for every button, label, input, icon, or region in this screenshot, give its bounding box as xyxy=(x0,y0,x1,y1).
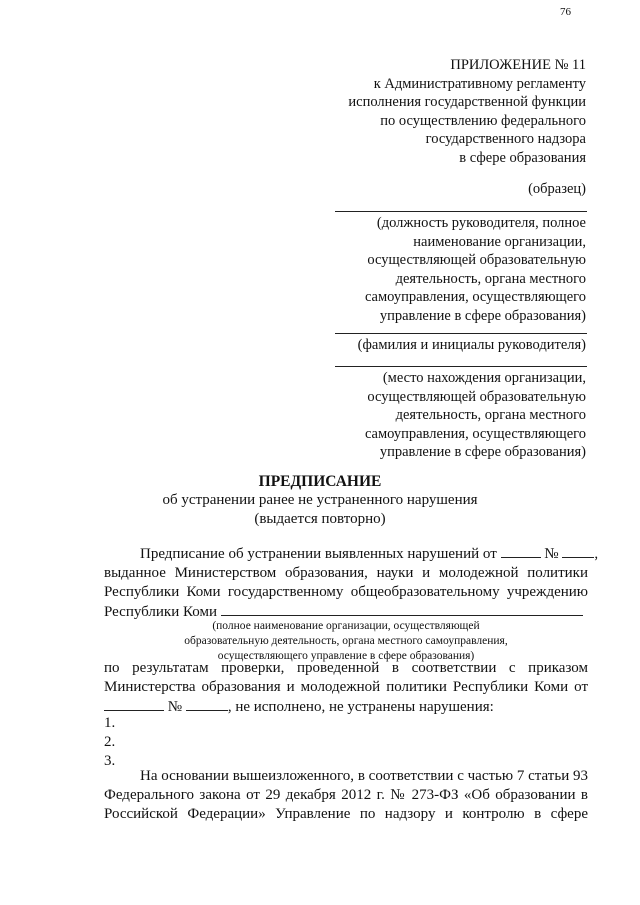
list-item: 1. xyxy=(104,715,116,731)
order-date-blank xyxy=(104,697,164,711)
position-hint xyxy=(365,214,586,325)
hint-line: самоуправления, осуществляющего xyxy=(364,289,586,305)
paragraph-2 xyxy=(104,767,588,824)
text-line: по результатам проверки, проведенной в соответствии с приказом xyxy=(104,660,588,676)
name-blank-line xyxy=(335,333,587,334)
text-line: Республики Коми xyxy=(104,602,588,622)
paragraph-1-continued xyxy=(104,659,588,717)
location-blank-line xyxy=(335,366,587,367)
violations-list xyxy=(104,714,588,771)
name-hint xyxy=(358,336,586,355)
text-line: Предписание об устранении выявленных нарушений от № , xyxy=(140,546,599,562)
text-line: Российской Федерации» Управление по надзору и контролю в сфере xyxy=(104,806,588,822)
document-subtitle: об устранении ранее не устраненного нарушения xyxy=(162,492,478,508)
annex-line: к Административному регламенту xyxy=(373,75,586,92)
annex-line: в сфере образования xyxy=(459,149,586,166)
hint-line: (должность руководителя, полное xyxy=(376,215,586,231)
hint-line: наименование организации, xyxy=(413,233,586,250)
document-note: (выдается повторно) xyxy=(254,511,386,527)
text-line: На основании вышеизложенного, в соответствии с частью 7 статьи 93 xyxy=(140,768,588,784)
number-blank xyxy=(562,544,594,558)
sample-label xyxy=(528,180,586,199)
annex-line: исполнения государственной функции xyxy=(348,94,586,110)
position-blank-line xyxy=(335,211,587,212)
hint-line: управление в сфере образования) xyxy=(379,307,586,324)
text-line: Республики Коми государственному общеобразовательному учреждению xyxy=(104,584,588,600)
order-number-blank xyxy=(186,697,228,711)
text-line: Министерства образования и молодежной политики Республики Коми от xyxy=(104,679,588,695)
page-number: 76 xyxy=(560,6,571,18)
organization-hint xyxy=(104,619,588,664)
location-hint xyxy=(365,369,586,462)
annex-line: ПРИЛОЖЕНИЕ № 11 xyxy=(450,57,586,73)
annex-header xyxy=(348,56,586,167)
sample-text: (образец) xyxy=(528,181,586,197)
hint-line: осуществляющей образовательную xyxy=(367,388,586,405)
text-line: выданное Министерством образования, науки и молодежной политики xyxy=(104,565,588,581)
document-heading xyxy=(0,472,640,529)
paragraph-1 xyxy=(104,544,599,622)
hint-line: (фамилия и инициалы руководителя) xyxy=(357,337,586,353)
hint-line: образовательную деятельность, органа местного самоуправления, xyxy=(184,635,508,647)
hint-line: (полное наименование организации, осуществляющей xyxy=(212,620,480,632)
hint-line: (место нахождения организации, xyxy=(382,370,586,386)
text-line: № , не исполнено, не устранены нарушения: xyxy=(104,697,588,717)
hint-line: деятельность, органа местного xyxy=(395,407,586,423)
list-item: 3. xyxy=(104,753,116,769)
hint-line: самоуправления, осуществляющего xyxy=(364,425,586,442)
hint-line: деятельность, органа местного xyxy=(395,270,586,287)
list-item: 2. xyxy=(104,734,116,750)
hint-line: осуществляющего управление в сфере образования) xyxy=(217,650,475,662)
hint-line: управление в сфере образования) xyxy=(379,444,586,460)
text-line: Федерального закона от 29 декабря 2012 г. № 273-ФЗ «Об образовании в xyxy=(104,787,588,803)
date-blank xyxy=(501,544,541,558)
organization-blank xyxy=(221,602,583,616)
annex-line: государственного надзора xyxy=(425,131,586,147)
annex-line: по осуществлению федерального xyxy=(380,112,586,129)
document-title: ПРЕДПИСАНИЕ xyxy=(258,473,382,490)
hint-line: осуществляющей образовательную xyxy=(367,252,586,268)
